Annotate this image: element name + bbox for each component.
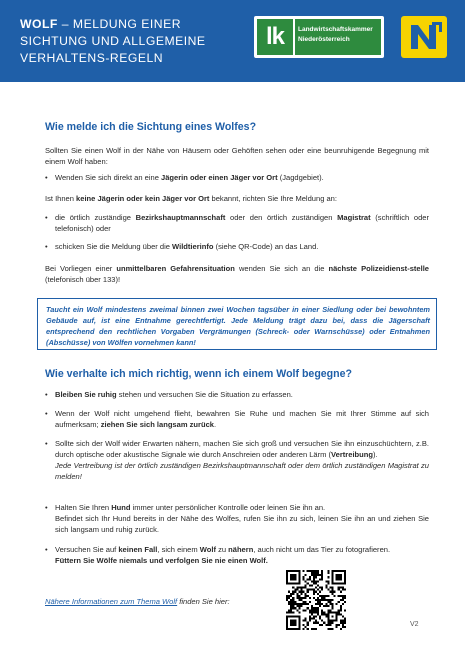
title-bold: WOLF xyxy=(20,17,58,31)
bullet-icon: • xyxy=(45,173,48,182)
qr-code-icon[interactable] xyxy=(286,570,346,630)
info-link[interactable]: Nähere Informationen zum Thema Wolf xyxy=(45,597,178,606)
info-link-line: Nähere Informationen zum Thema Wolf finden Sie hier: xyxy=(45,597,230,606)
bullet-icon: • xyxy=(45,390,48,399)
lk-logo-line2: Niederösterreich xyxy=(298,36,350,43)
bullet-icon: • xyxy=(45,242,48,251)
lk-logo-mark: lk xyxy=(257,19,293,55)
page-title xyxy=(20,16,245,67)
lk-logo-line1: Landwirtschaftskammer xyxy=(298,26,373,33)
version-label: V2 xyxy=(410,621,419,628)
bullet-icon: • xyxy=(45,439,48,448)
highlight-box xyxy=(37,298,437,350)
noe-logo-icon xyxy=(401,16,447,58)
highlight-text: Taucht ein Wolf mindestens zweimal binnen zwei Wochen tagsüber in einer Siedlung oder bei bewohntem Gebäude auf, ist eine Entnahme gerechtfertigt. Jede Meldung trägt dazu bei, dass die Jägerschaft entsprechend den rechtlichen Vorgaben Vergrämungen (Schreck- oder Warnschüsse) oder Entnahmen (Abschüsse) von Wölfen vornehmen kann! xyxy=(46,305,430,347)
section1-heading: Wie melde ich die Sichtung eines Wolfes? xyxy=(45,121,257,133)
bullet-icon: • xyxy=(45,503,48,512)
section2-heading: Wie verhalte ich mich richtig, wenn ich einem Wolf begegne? xyxy=(45,368,352,380)
lk-logo-text xyxy=(295,19,381,55)
header-banner xyxy=(0,0,465,82)
bullet-icon: • xyxy=(45,213,48,222)
bullet-icon: • xyxy=(45,545,48,554)
lk-logo xyxy=(254,16,384,58)
title-rest: – MELDUNG EINER SICHTUNG UND ALLGEMEINE VERHALTENS-REGELN xyxy=(20,17,206,65)
section1-para3: Bei Vorliegen einer unmittelbaren Gefahrensituation wenden Sie sich an die nächste Polizeidienst-stelle (telefonisch über 133)! xyxy=(45,264,430,284)
section1-para2: Ist Ihnen keine Jägerin oder kein Jäger vor Ort bekannt, richten Sie Ihre Meldung an: xyxy=(45,194,337,203)
bullet-icon: • xyxy=(45,409,48,418)
section1-intro: Sollten Sie einen Wolf in der Nähe von Häusern oder Gehöften sehen oder eine beunruhigende Begegnung mit einem Wolf haben: xyxy=(45,146,429,166)
